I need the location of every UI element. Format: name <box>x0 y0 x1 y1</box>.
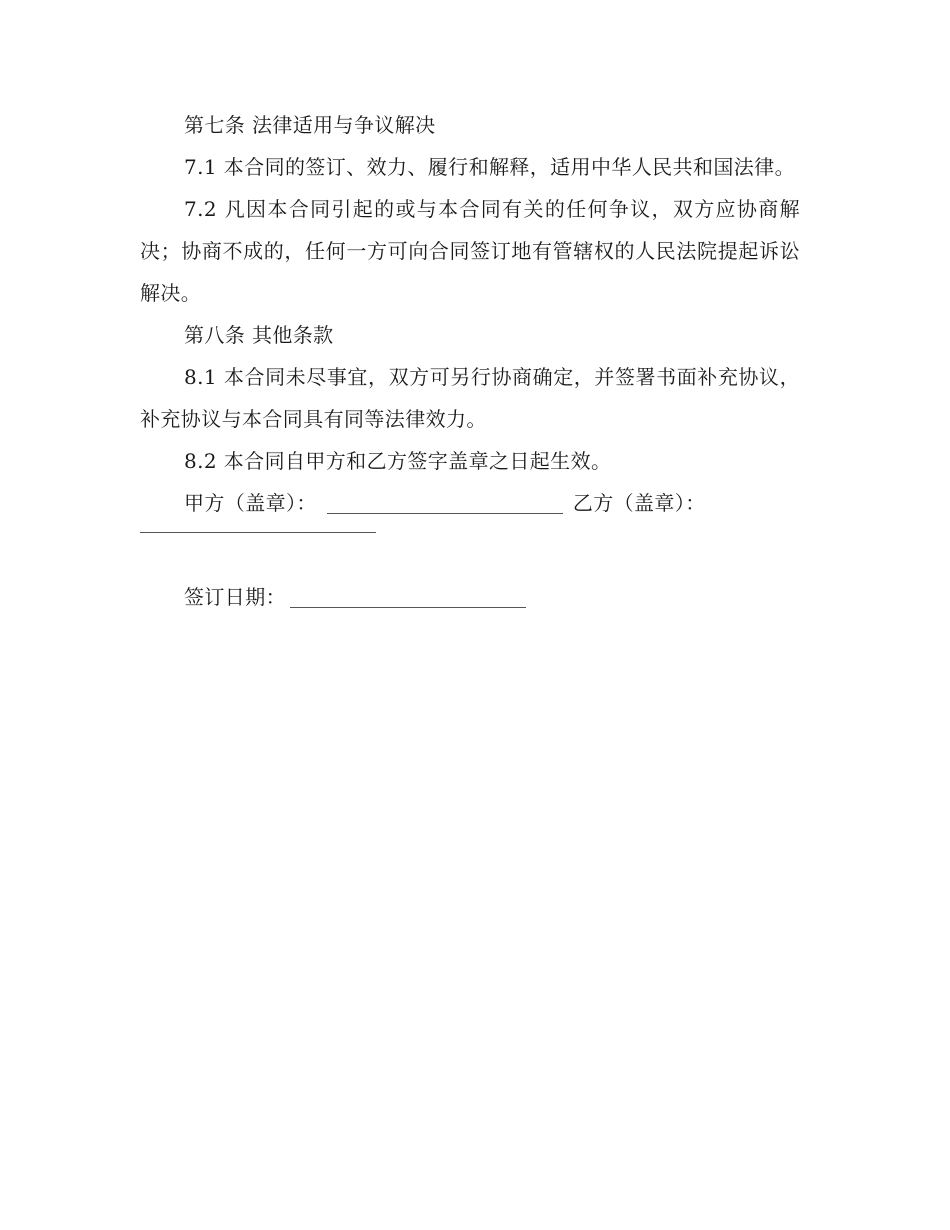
date-row <box>140 576 800 618</box>
date-signature-line <box>290 607 526 608</box>
clause-8-1: 8.1 本合同未尽事宜，双方可另行协商确定，并签署书面补充协议，补充协议与本合同具有同等法律效力。 <box>140 365 800 431</box>
clause-8-2: 8.2 本合同自甲方和乙方签字盖章之日起生效。 <box>184 449 612 473</box>
clause-7-1: 7.1 本合同的签订、效力、履行和解释，适用中华人民共和国法律。 <box>184 155 795 179</box>
date-label: 签订日期： <box>184 585 286 609</box>
party-a-signature-line <box>327 513 563 514</box>
party-b-label: 乙方（盖章）： <box>572 491 706 515</box>
party-b-signature-row <box>140 524 800 566</box>
clause-7-2: 7.2 凡因本合同引起的或与本合同有关的任何争议，双方应协商解决；协商不成的，任何一方可向合同签订地有管辖权的人民法院提起诉讼解决。 <box>140 197 800 305</box>
party-a-label: 甲方（盖章）： <box>184 491 317 515</box>
party-signature-row <box>140 482 800 524</box>
article7-heading: 第七条 法律适用与争议解决 <box>184 113 436 137</box>
party-b-signature-line <box>140 532 376 533</box>
article8-heading: 第八条 其他条款 <box>184 323 334 347</box>
contract-body <box>140 104 800 618</box>
